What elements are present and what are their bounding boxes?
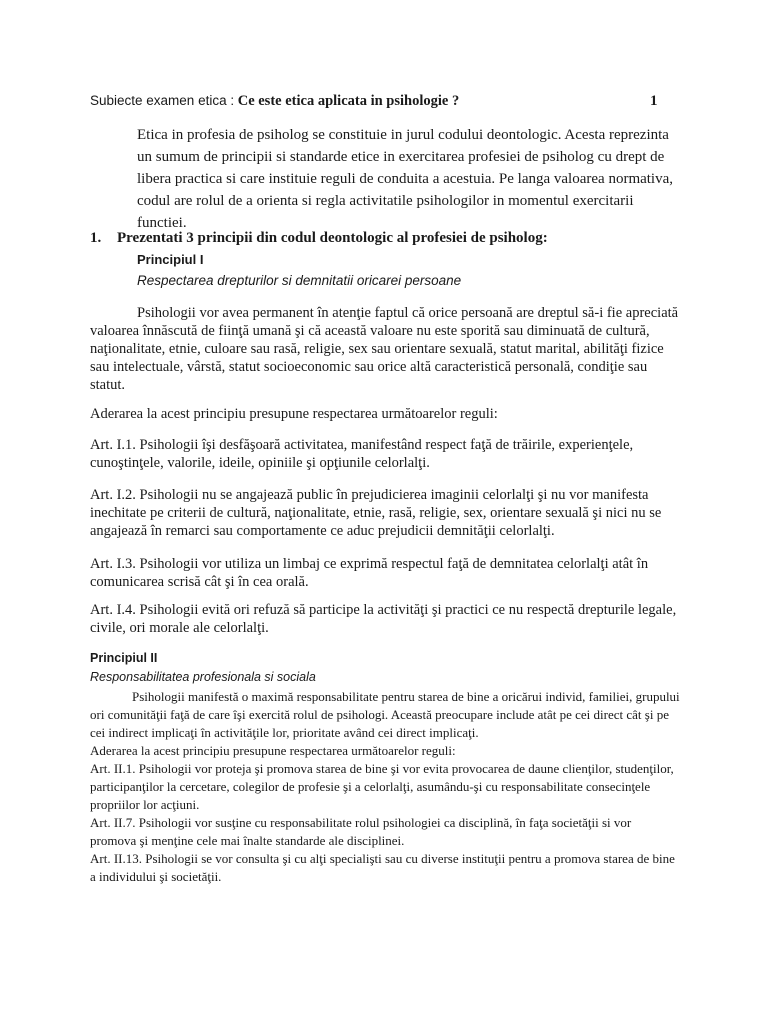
intro-paragraph: Etica in profesia de psiholog se constituie in jurul codului deontologic. Acesta reprezinta un sumum de principii si standarde etice in exercitarea profesiei de psiholog cu drept de libera practica si care instituie reguli de conduita a acestuia. Pe langa valoarea normativa, codul are rolul de a orienta si regla activitatile psihologilor in momentul exercitarii functiei.	[137, 127, 674, 231]
principle-1-rules-lead: Aderarea la acest principiu presupune respectarea următoarelor reguli:	[90, 406, 498, 422]
principle-2-rules-lead: Aderarea la acest principiu presupune respectarea următoarelor reguli:	[90, 743, 456, 758]
principle-1-title: Principiul I	[137, 252, 204, 267]
principle-2-article-3: Art. II.13. Psihologii se vor consulta şi cu alţi specialişti sau cu diverse instituţii pentru a promova starea de bine a individului şi societăţii.	[90, 851, 675, 884]
question-text: Prezentati 3 principii din codul deontologic al profesiei de psiholog:	[117, 230, 548, 246]
question-heading	[90, 230, 690, 247]
principle-2-title: Principiul II	[90, 651, 158, 665]
principle-1-article-2: Art. I.2. Psihologii nu se angajează public în prejudicierea imaginii celorlalţi şi nu vor manifesta inechitate pe criterii de cultură, naţionalitate, etnie, rasă, religie, sex, orientare sexuală şi nici nu se angajează în remarci sau comportamente ce aduc prejudicii demnităţii celorlalţi.	[90, 487, 662, 539]
principle-1-body: Psihologii vor avea permanent în atenţie faptul că orice persoană are dreptul să-i fie apreciată valoarea înnăscută de fiinţă umană şi că această valoare nu este sporită sau diminuată de cultură, naţionalitate, etnie, culoare sau rasă, religie, sex sau orientare sexuală, statut marital, abilităţi fizice sau intelectuale, vârstă, statut socioeconomic sau orice altă caracteristică personală, condiţie sau statut.	[90, 305, 679, 393]
principle-1-article-1: Art. I.1. Psihologii îşi desfăşoară activitatea, manifestând respect faţă de trăirile, experienţele, cunoştinţele, valorile, ideile, opiniile şi opţiunile celorlalţi.	[90, 437, 634, 471]
principle-2-article-2: Art. II.7. Psihologii vor susţine cu responsabilitate rolul psihologiei ca disciplină, în faţa societăţii si vor promova şi menţine cele mai înalte standarde ale disciplinei.	[90, 815, 632, 848]
principle-2-subtitle: Responsabilitatea profesionala si sociala	[90, 670, 316, 684]
page-number: 1	[650, 93, 658, 109]
principle-1-article-3: Art. I.3. Psihologii vor utiliza un limbaj ce exprimă respectul faţă de demnitatea celorlalţi atât în comunicarea scrisă cât şi în cea orală.	[90, 556, 649, 590]
header-subject: Subiecte examen etica :	[90, 93, 235, 108]
header-question: Ce este etica aplicata in psihologie ?	[237, 93, 460, 109]
principle-1-article-4: Art. I.4. Psihologii evită ori refuză să participe la activităţi şi practici ce nu respectă drepturile legale, civile, ori morale ale celorlalţi.	[90, 602, 677, 636]
document-header	[90, 93, 670, 110]
principle-1-subtitle: Respectarea drepturilor si demnitatii oricarei persoane	[137, 273, 462, 288]
principle-2-body: Psihologii manifestă o maximă responsabilitate pentru starea de bine a oricărui individ, familiei, grupului ori comunităţii faţă de care îşi exercită rolul de psihologi. Această preocupare include atât pe cei direct cât şi pe cei indirect implicaţi în activităţile lor, prioritate având cei direct implicaţi.	[90, 689, 680, 740]
principle-2-article-1: Art. II.1. Psihologii vor proteja şi promova starea de bine şi vor evita provocarea de daune clienţilor, studenţilor, participanţilor la cercetare, colegilor de profesie şi a celorlalţi, asumându-şi cu responsabilitate consecinţele propriilor lor acţiuni.	[90, 761, 674, 812]
question-number: 1.	[90, 230, 102, 246]
principle-2-content	[90, 688, 680, 886]
